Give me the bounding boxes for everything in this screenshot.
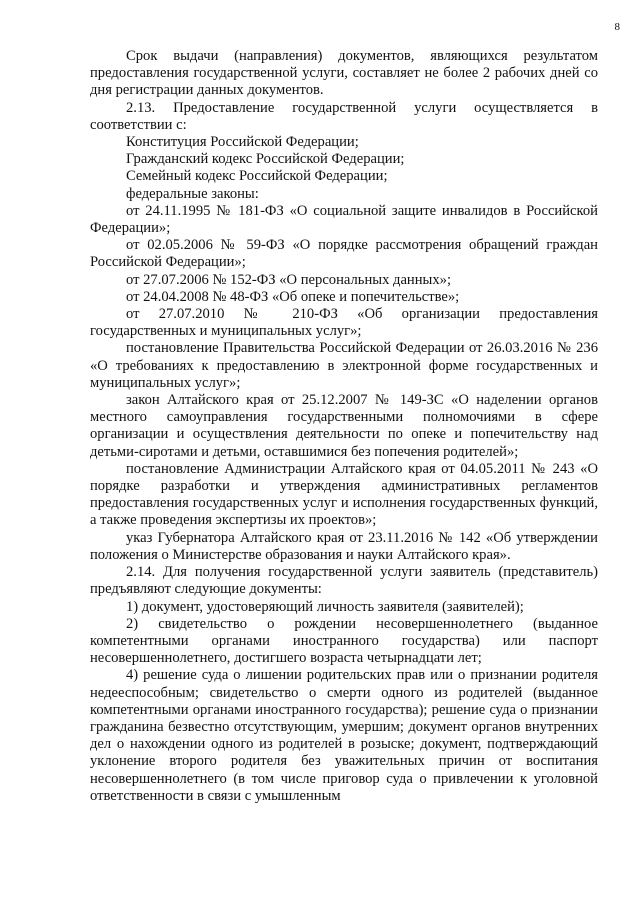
paragraph: 1) документ, удостоверяющий личность заявителя (заявителей);: [126, 598, 524, 615]
paragraph: 2) свидетельство о рождении несовершеннолетнего (выданное компетентными органами иностранного государства) или паспорт несовершеннолетнего, достигшего возраста четырнадцати лет;: [90, 615, 598, 667]
document-body: [90, 48, 598, 805]
paragraph: от 24.11.1995 № 181-ФЗ «О социальной защите инвалидов в Российской Федерации»;: [90, 202, 598, 237]
paragraph: закон Алтайского края от 25.12.2007 № 149-ЗС «О наделении органов местного самоуправления государственными полномочиями в сфере организации и осуществления деятельности по опеке и попечительству над детьми-сиротами и детьми, оставшимися без попечения родителей»;: [90, 392, 598, 460]
page-number: 8: [614, 21, 620, 33]
paragraph: 2.14. Для получения государственной услуги заявитель (представитель) предъявляют следующие документы:: [90, 564, 598, 598]
list-item: Гражданский кодекс Российской Федерации;: [126, 151, 405, 168]
paragraph: Срок выдачи (направления) документов, являющихся результатом предоставления государственной услуги, составляет не более 2 рабочих дней со дня регистрации данных документов.: [90, 48, 598, 99]
list-item: Семейный кодекс Российской Федерации;: [126, 168, 388, 185]
paragraph: от 27.07.2010 № 210-ФЗ «Об организации предоставления государственных и муниципальных услуг»;: [90, 306, 598, 340]
list-item: федеральные законы:: [126, 185, 259, 202]
list-item: от 27.07.2006 № 152-ФЗ «О персональных данных»;: [126, 271, 451, 288]
paragraph: постановление Правительства Российской Федерации от 26.03.2016 № 236 «О требованиях к предоставлению в электронной форме государственных и муниципальных услуг»;: [90, 340, 598, 391]
list-item: Конституция Российской Федерации;: [126, 134, 359, 151]
paragraph: постановление Администрации Алтайского края от 04.05.2011 № 243 «О порядке разработки и утверждения административных регламентов предоставления государственных услуг и исполнения государственных функций, а также проведения экспертизы их проектов»;: [90, 460, 598, 529]
paragraph: указ Губернатора Алтайского края от 23.11.2016 № 142 «Об утверждении положения о Министерстве образования и науки Алтайского края».: [90, 529, 598, 563]
list-item: от 24.04.2008 № 48-ФЗ «Об опеке и попечительстве»;: [126, 288, 460, 305]
paragraph: 2.13. Предоставление государственной услуги осуществляется в соответствии с:: [90, 99, 598, 133]
paragraph: 4) решение суда о лишении родительских прав или о признании родителя недееспособным; свидетельство о смерти одного из родителей (выданное компетентными органами иностранного государства); решение суда о признании гражданина безвестно отсутствующим, умершим; документ органов внутренних дел о нахождении одного из родителей в розыске; документ, подтверждающий уклонение второго родителя без уважительных причин от воспитания несовершеннолетнего (в том числе приговор суда о привлечении к уголовной ответственности в связи с умышленным: [90, 667, 598, 804]
paragraph: от 02.05.2006 № 59-ФЗ «О порядке рассмотрения обращений граждан Российской Федерации»;: [90, 237, 598, 271]
